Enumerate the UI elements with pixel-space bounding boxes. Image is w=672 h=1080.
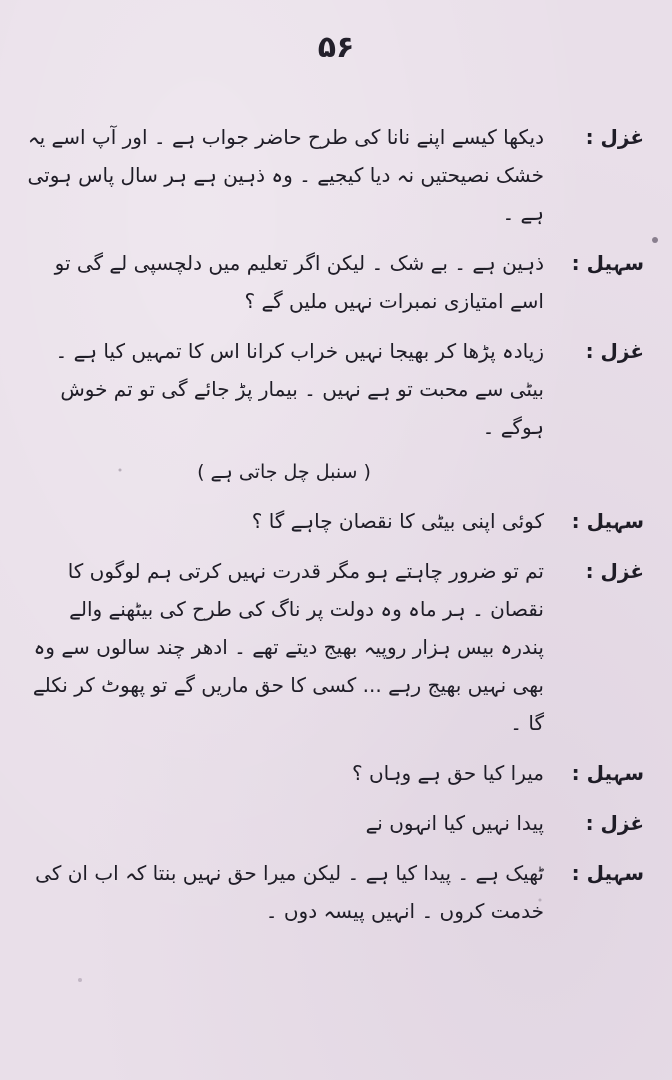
- dialogue-entry: [24, 118, 644, 232]
- dialogue-text: تم تو ضرور چاہتے ہو مگر قدرت نہیں کرتی ہم لوگوں کا نقصان ۔ ہر ماہ وہ دولت پر ناگ کی طرح کی بیٹھنے والے پندرہ بیس ہزار روپیہ بھیج دیتے تھے ۔ ادھر چند سالوں سے وہ بھی نہیں بھیج رہے ... کسی کا حق ماریں گے تو پھوٹ کر نکلے گا ۔: [32, 559, 544, 735]
- dialogue-text: ذہین ہے ۔ بے شک ۔ لیکن اگر تعلیم میں دلچسپی لے گی تو اسے امتیازی نمبرات نہیں ملیں گے ؟: [54, 251, 544, 313]
- dialogue-entry: [24, 754, 644, 792]
- stage-direction: ( سنبل چل جاتی ہے ): [197, 461, 371, 483]
- dialogue-entry: [24, 244, 644, 320]
- speaker-name: غزل :: [585, 125, 644, 149]
- dialogue-entry: [24, 502, 644, 540]
- dialogue-text: زیادہ پڑھا کر بھیجا نہیں خراب کرانا اس کا تمہیں کیا ہے ۔ بیٹی سے محبت تو ہے نہیں ۔ بیمار پڑ جائے گی تو تم خوش ہوگے ۔: [55, 339, 544, 439]
- dialogue-text: ٹھیک ہے ۔ پیدا کیا ہے ۔ لیکن میرا حق نہیں بنتا کہ اب ان کی خدمت کروں ۔ انہیں پیسہ دوں ۔: [35, 861, 544, 923]
- dialogue-text: پیدا نہیں کیا انہوں نے: [365, 811, 544, 835]
- dialogue-entry: [24, 854, 644, 930]
- page-number: ۵۶: [317, 30, 355, 65]
- dialogue-list: [24, 118, 644, 942]
- speaker-name: غزل :: [585, 339, 644, 363]
- dialogue-text: دیکھا کیسے اپنے نانا کی طرح حاضر جواب ہے ۔ اور آپ اسے یہ خشک نصیحتیں نہ دیا کیجیے ۔ وہ ذہین ہے ہر سال پاس ہوتی ہے ۔: [27, 125, 544, 225]
- dialogue-entry: [24, 804, 644, 842]
- speaker-name: سہیل :: [571, 509, 644, 533]
- dialogue-text: میرا کیا حق ہے وہاں ؟: [351, 761, 544, 785]
- speaker-name: سہیل :: [571, 251, 644, 275]
- speaker-name: غزل :: [585, 559, 644, 583]
- dialogue-text: کوئی اپنی بیٹی کا نقصان چاہے گا ؟: [251, 509, 544, 533]
- speaker-name: سہیل :: [571, 861, 644, 885]
- dialogue-entry: [24, 332, 644, 446]
- speaker-name: غزل :: [585, 811, 644, 835]
- dialogue-entry: [24, 552, 644, 742]
- speaker-name: سہیل :: [571, 761, 644, 785]
